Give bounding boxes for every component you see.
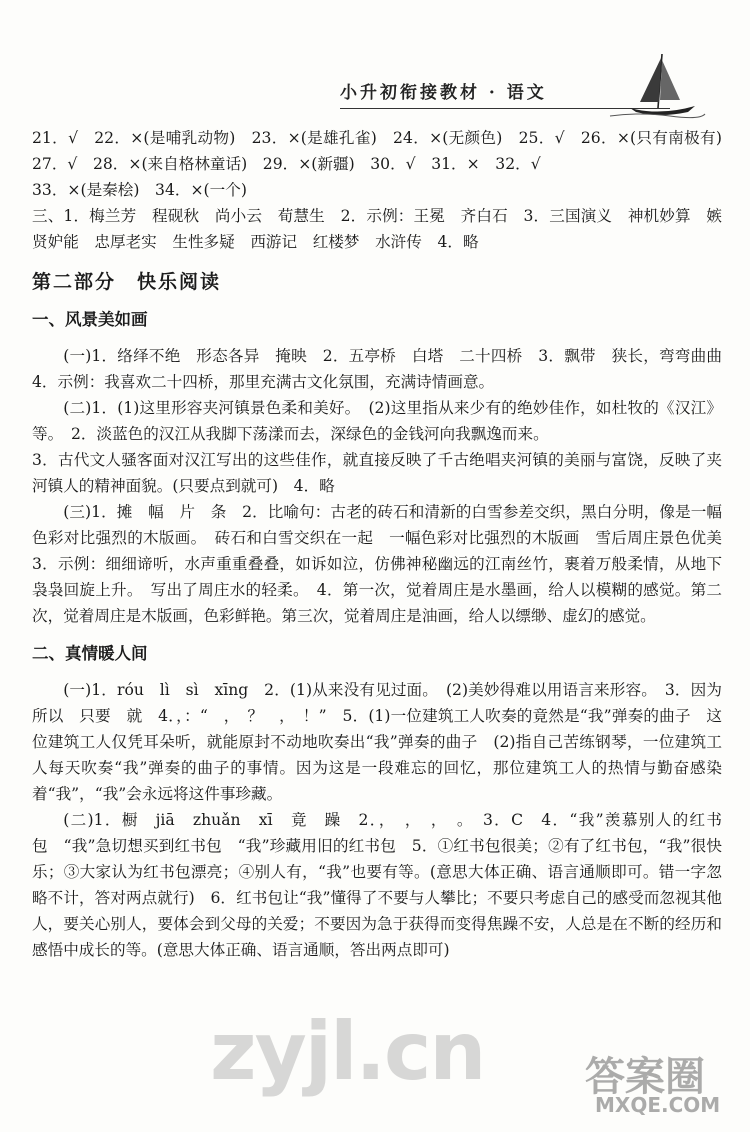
section1-paragraph-1: (一)1．络绎不绝 形态各异 掩映 2．五亭桥 白塔 二十四桥 3．飘带 狭长，弯弯曲曲 4．示例：我喜欢二十四桥，那里充满古文化氛围，充满诗情画意。 <box>32 347 738 391</box>
part-title: 第二部分 快乐阅读 <box>32 271 222 293</box>
section2-paragraph-1: (一)1．róu lì sì xīng 2．(1)从来没有见过面。 (2)美妙得难以用语言来形容。 3．因为 所以 只要 就 4．，：“ ， ？ ， ！” 5．(1)一位建筑工人吹奏的竟然是“我”弹奏的曲子 这位建筑工人仅凭耳朵听，就能原封不动地吹奏出“我”弹奏的曲子 (2)指自己苦练钢琴，一位建筑工人每天吹奏“我”弹奏的曲子的事情。因为这是一段难忘的回忆，那位建筑工人的热情与勤奋感染着“我”，“我”会永远将这件事珍藏。 <box>32 681 738 803</box>
section2-paragraph-2: (二)1．橱 jiā zhuǎn xī 竟 躁 2．， ， ， 。 3．C 4．“我”羡慕别人的红书包 “我”急切想买到红书包 “我”珍藏用旧的红书包 5．①红书包很美；②有了红书包，“我”很快乐；③大家认为红书包漂亮；④别人有，“我”也要有等。(意思大体正确、语言通顺即可。错一字忽略不计，答对两点就行) 6．红书包让“我”懂得了不要与人攀比；不要只考虑自己的感受而忽视其他人，要关心别人，要体会到父母的关爱；不要因为急于获得而变得焦躁不安，人总是在不断的经历和感悟中成长的等。(意思大体正确、语言通顺，答出两点即可) <box>32 811 722 959</box>
section-title-1: 一、风景美如画 <box>32 310 148 329</box>
corner-logo-watermark: 答案圈 <box>585 1054 705 1100</box>
answers-21-32: 21．√ 22．×(是哺乳动物) 23．×(是雄孔雀) 24．×(无颜色) 25．√ 26．×(只有南极有) 27．√ 28．×(来自格林童话) 29．×(新疆) 30．√ 31．× 32．√ <box>32 129 738 173</box>
sailboat-icon <box>600 50 710 120</box>
corner-logo-subtext: MXQE.COM <box>595 1093 721 1117</box>
answers-section-3: 三、1．梅兰芳 程砚秋 尚小云 荀慧生 2．示例：王冕 齐白石 3．三国演义 神机妙算 嫉贤妒能 忠厚老实 生性多疑 西游记 红楼梦 水浒传 4．略 <box>32 207 722 251</box>
section1-paragraph-4: (三)1．摊 幅 片 条 2．比喻句：古老的砖石和清新的白雪参差交织，黑白分明，像是一幅色彩对比强烈的木版画。 砖石和白雪交织在一起 一幅色彩对比强烈的木版画 雪后周庄景色优美 3．示例：细细谛听，水声重重叠叠，如诉如泣，仿佛神秘幽远的江南丝竹，裹着万般柔情，从地下袅袅回旋上升。 写出了周庄水的轻柔。 4．第一次，觉着周庄是水墨画，给人以模糊的感觉。第二次，觉着周庄是木版画，色彩鲜艳。第三次，觉着周庄是油画，给人以缥缈、虚幻的感觉。 <box>32 503 738 625</box>
answers-33-34: 33．×(是秦桧) 34．×(一个) <box>32 181 247 199</box>
section-title-2: 二、真情暖人间 <box>32 644 148 663</box>
header-title: 小升初衔接教材 · 语文 <box>340 83 547 103</box>
site-watermark: zyjl.cn <box>210 1005 485 1098</box>
page-header <box>300 50 720 120</box>
section1-paragraph-2: (二)1．(1)这里形容夹河镇景色柔和美好。 (2)这里指从来少有的绝妙佳作，如杜牧的《汉江》等。 2．淡蓝色的汉江从我脚下荡漾而去，深绿色的金钱河向我飘逸而来。 <box>32 399 722 443</box>
answer-content <box>32 125 738 963</box>
section1-paragraph-3: 3．古代文人骚客面对汉江写出的这些佳作，就直接反映了千古绝唱夹河镇的美丽与富饶，反映了夹河镇人的精神面貌。(只要点到就可) 4．略 <box>32 451 722 495</box>
